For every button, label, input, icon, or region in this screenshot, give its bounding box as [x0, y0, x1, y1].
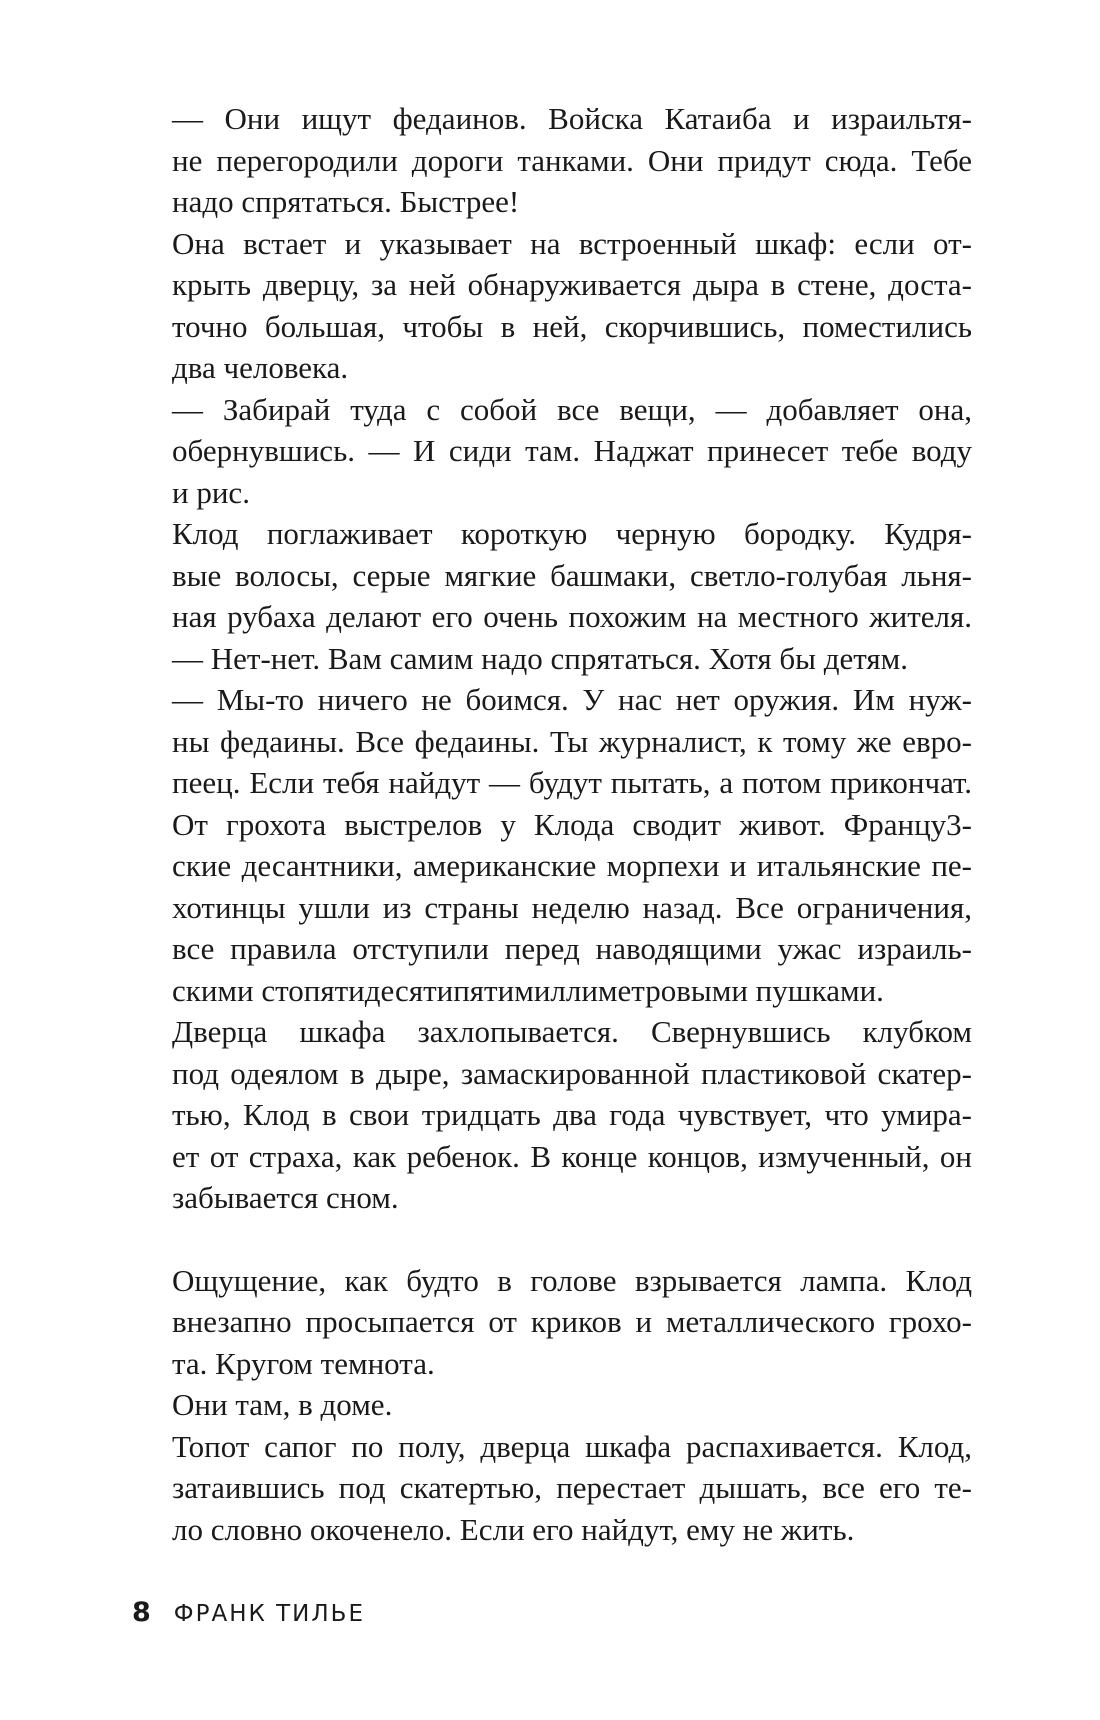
- paragraph-10: [132, 1384, 972, 1426]
- body-text: [132, 98, 972, 1550]
- text-line: ло словно окоченело. Если его найдут, ему не жить.: [172, 1511, 855, 1547]
- text-line: тью, Клод в свои тридцать два года чувствует, что умира-: [172, 1097, 972, 1132]
- text-line: ет от страха, как ребенок. В конце концов, измученный, он: [172, 1138, 972, 1174]
- text-line: скими стопятидесятипятимиллиметровыми пушками.: [172, 972, 884, 1008]
- text-line: обернувшись. — И сиди там. Наджат принесет тебе воду: [172, 433, 972, 468]
- running-head: ФРАНК ТИЛЬЕ: [173, 1601, 365, 1627]
- page-number: 8: [132, 1597, 152, 1628]
- text-line: Дверца шкафа захлопывается. Свернувшись клубком: [172, 1014, 972, 1049]
- paragraph-8: [132, 1011, 972, 1219]
- text-line: та. Кругом темнота.: [172, 1345, 435, 1381]
- text-line: внезапно просыпается от криков и металлического грохо-: [172, 1304, 972, 1339]
- paragraph-6: [132, 679, 972, 804]
- page-footer: [132, 1597, 365, 1628]
- text-line: Ощущение, как будто в голове взрывается лампа. Клод: [172, 1262, 972, 1298]
- text-line: пеец. Если тебя найдут — будут пытать, а потом прикончат.: [172, 765, 972, 800]
- text-line: хотинцы ушли из страны неделю назад. Все ограничения,: [172, 889, 972, 925]
- paragraph-5: [132, 638, 972, 680]
- text-line: забывается сном.: [172, 1180, 399, 1215]
- paragraph-2: [132, 223, 972, 389]
- text-line: точно большая, чтобы в ней, скорчившись, поместились: [172, 308, 972, 344]
- paragraph-11: [132, 1426, 972, 1551]
- text-line: крыть дверцу, за ней обнаруживается дыра в стене, доста-: [172, 267, 972, 302]
- text-line: вые волосы, серые мягкие башмаки, светло-голубая льня-: [172, 557, 972, 593]
- text-line: ны федаины. Все федаины. Ты журналист, к тому же евро-: [172, 723, 972, 759]
- paragraph-1: [132, 98, 972, 223]
- text-line: — Они ищут федаинов. Войска Катаиба и израильтя-: [172, 101, 972, 136]
- paragraph-3: [132, 389, 972, 514]
- section-break: [132, 1219, 972, 1260]
- text-line: Они там, в доме.: [172, 1387, 393, 1422]
- text-line: и рис.: [172, 474, 250, 510]
- text-line: не перегородили дороги танками. Они придут сюда. Тебе: [172, 142, 972, 178]
- text-line: — Мы-то ничего не боимся. У нас нет оружия. Им нуж-: [172, 682, 972, 717]
- text-line: Она встает и указывает на встроенный шкаф: если от-: [172, 225, 972, 261]
- text-line: затаившись под скатертью, перестает дышать, все его те-: [172, 1470, 972, 1505]
- text-line: — Нет-нет. Вам самим надо спрятаться. Хотя бы детям.: [172, 640, 908, 676]
- text-line: Топот сапог по полу, дверца шкафа распахивается. Клод,: [172, 1428, 972, 1464]
- text-line: все правила отступили перед наводящими ужас израиль-: [172, 931, 972, 966]
- text-line: ная рубаха делают его очень похожим на местного жителя.: [172, 599, 972, 634]
- text-line: Клод поглаживает короткую черную бородку. Кудря-: [172, 516, 972, 551]
- paragraph-9: [132, 1260, 972, 1385]
- text-line: От грохота выстрелов у Клода сводит живот. Францу3-: [172, 806, 972, 842]
- text-line: два человека.: [172, 350, 349, 385]
- text-line: надо спрятаться. Быстрее!: [172, 184, 520, 219]
- text-line: под одеялом в дыре, замаскированной пластиковой скатер-: [172, 1055, 972, 1091]
- paragraph-4: [132, 513, 972, 638]
- text-line: — Забирай туда с собой все вещи, — добавляет она,: [172, 391, 972, 427]
- text-line: ские десантники, американские морпехи и итальянские пе-: [172, 848, 972, 883]
- paragraph-7: [132, 804, 972, 1012]
